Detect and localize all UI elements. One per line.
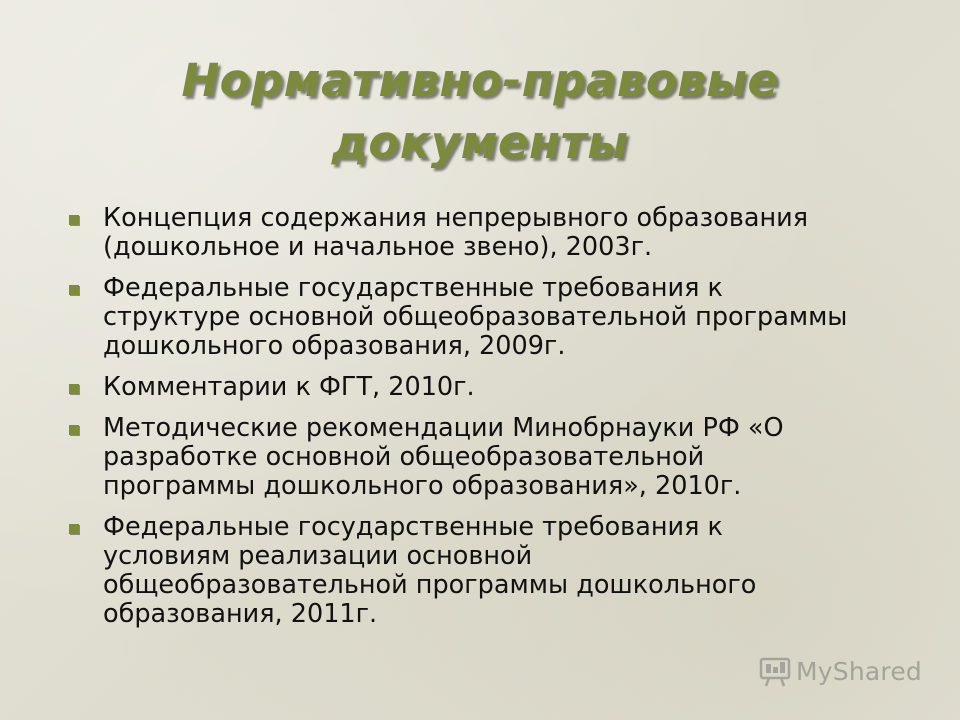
bullet-line: структуре основной общеобразовательной программы (103, 302, 848, 332)
bullet-item (66, 274, 926, 361)
bullet-item (66, 513, 926, 629)
bullet-line: разработке основной общеобразовательной (103, 442, 705, 472)
bullet-line: дошкольного образования, 2009г. (103, 331, 566, 361)
bullet-line: (дошкольное и начальное звено), 2003г. (103, 232, 653, 262)
bullet-line: программы дошкольного образования», 2010г. (103, 471, 742, 501)
square-bullet-icon (69, 524, 79, 534)
bullet-line: Методические рекомендации Минобрнауки РФ «О (103, 413, 784, 443)
title-line-2: документы (331, 116, 629, 169)
bullet-line: общеобразовательной программы дошкольного (103, 570, 757, 600)
bullet-item (66, 373, 926, 402)
square-bullet-icon (69, 384, 79, 394)
square-bullet-icon (69, 285, 79, 295)
bullet-line: Комментарии к ФГТ, 2010г. (103, 372, 475, 402)
watermark-text: MyShared (796, 656, 922, 686)
bullet-line: образования, 2011г. (103, 599, 378, 629)
bullet-item (66, 204, 926, 262)
bullet-line: условиям реализации основной (103, 541, 533, 571)
bullet-list (66, 204, 926, 641)
bullet-line: Концепция содержания непрерывного образования (103, 203, 809, 233)
bullet-line: Федеральные государственные требования к (103, 512, 723, 542)
bullet-item (66, 414, 926, 501)
square-bullet-icon (69, 215, 79, 225)
slide-title (60, 50, 900, 174)
watermark-logo (758, 654, 922, 688)
presentation-board-icon (758, 654, 792, 688)
bullet-line: Федеральные государственные требования к (103, 273, 723, 303)
title-line-1: Нормативно-правовые (181, 54, 779, 107)
square-bullet-icon (69, 425, 79, 435)
